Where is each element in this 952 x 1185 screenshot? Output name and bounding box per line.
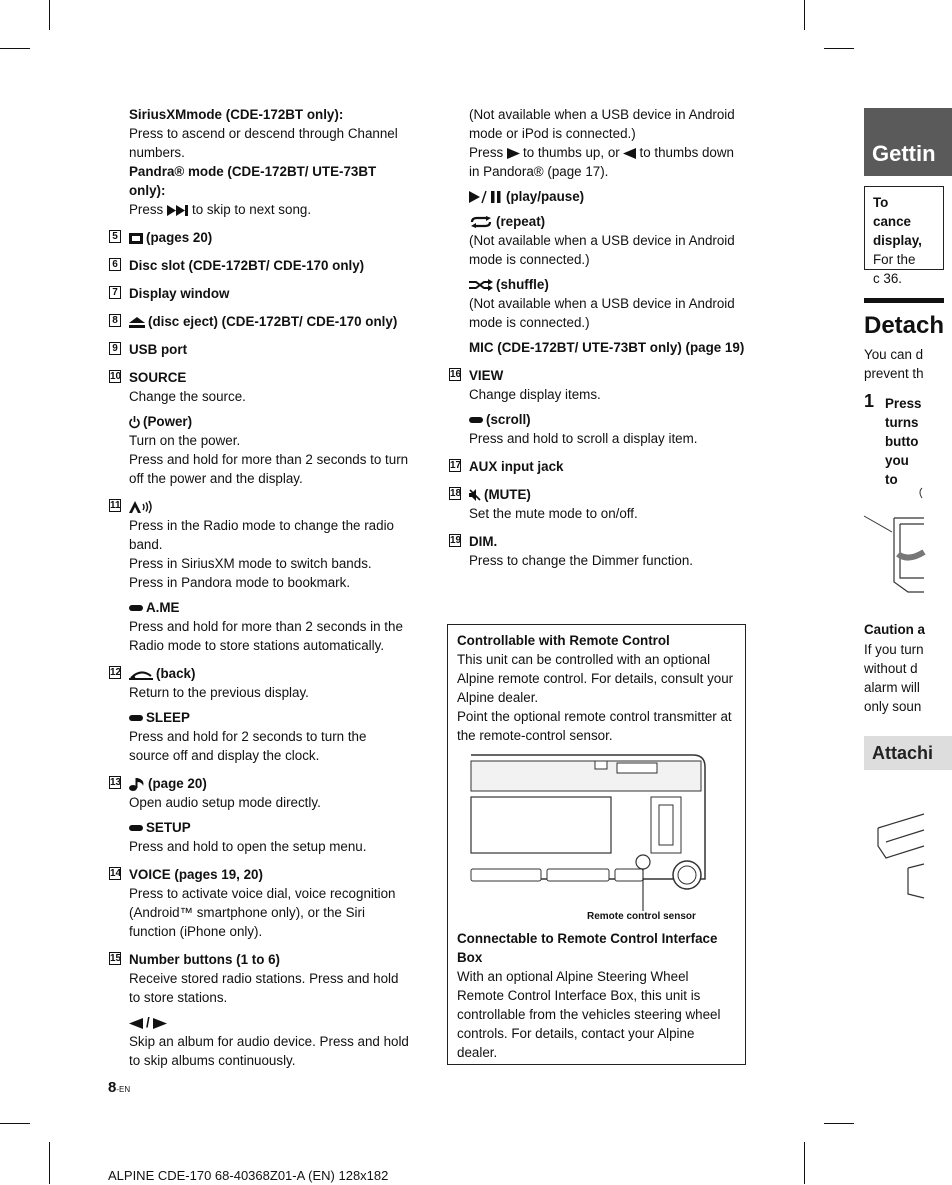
item-text: Open audio setup mode directly. (129, 795, 321, 810)
right-arrow-icon (153, 1018, 167, 1029)
box-text: Point the optional remote control transmitter at the remote-control sensor. (457, 709, 732, 743)
item-title: DIM. (469, 534, 498, 549)
item-number: 18 (450, 488, 462, 499)
left-column (110, 105, 409, 1070)
mic-title: MIC (CDE-172BT/ UTE-73BT only) (page 19) (469, 340, 745, 355)
crop-mark (824, 48, 854, 49)
mute-icon (469, 489, 481, 501)
caution-text: If you turn without d alarm will only soun (864, 642, 924, 714)
section-tab: Gettin (864, 108, 952, 176)
page-number: 8-EN (108, 1079, 131, 1096)
item-title: (disc eject) (CDE-172BT/ CDE-170 only) (148, 314, 398, 329)
item-number: 11 (110, 500, 121, 511)
thumbs-text: Press to thumbs up, or to thumbs down in Pandora® (page 17). (469, 145, 735, 179)
item-sub-title: (repeat) (496, 214, 546, 229)
power-icon (129, 416, 140, 428)
crop-mark (0, 1123, 30, 1124)
skip-forward-icon (167, 205, 189, 216)
crop-mark (0, 48, 30, 49)
item-number: 8 (109, 314, 121, 327)
press-hold-icon (469, 417, 483, 423)
item-sub-title: (Power) (143, 414, 193, 429)
item-number: 15 (110, 953, 122, 964)
right-column (450, 105, 747, 570)
cancel-box (864, 186, 944, 286)
item-sub-title: (play/pause) (506, 189, 585, 204)
cancel-title: To cance display, (873, 195, 922, 248)
item-text: Press to change the Dimmer function. (469, 553, 694, 568)
item-number: 13 (110, 777, 122, 788)
item-number: 12 (110, 667, 122, 678)
item-title: Display window (129, 286, 230, 301)
item-title: (pages 20) (146, 230, 213, 245)
left-arrow-icon (623, 148, 636, 159)
crop-mark (49, 0, 50, 30)
detach-text: You can d prevent th (864, 347, 924, 381)
attach-illustration (864, 812, 924, 904)
item-number: 5 (109, 230, 121, 243)
list-item (110, 865, 409, 941)
right-arrow-icon (507, 148, 520, 159)
box-text: This unit can be controlled with an optional Alpine remote control. For details, consult your Alpine dealer. (457, 652, 734, 705)
press-hold-icon (129, 605, 143, 611)
item-title: (page 20) (148, 776, 207, 791)
item-title: (MUTE) (484, 487, 531, 502)
box-heading: Controllable with Remote Control (457, 633, 670, 648)
item-sub-title: SETUP (146, 820, 191, 835)
item-text: Skip an album for audio device. Press and hold to skip albums continuously. (129, 1034, 409, 1068)
list-item (450, 457, 747, 476)
item-number: 10 (110, 371, 122, 382)
remote-control-box (447, 624, 746, 1065)
item-text: Press in Pandora mode to bookmark. (129, 575, 351, 590)
browse-icon (129, 233, 143, 244)
item-text: (Not available when a USB device in Android mode is connected.) (469, 233, 735, 267)
item-number: 19 (450, 535, 462, 546)
list-item (110, 664, 409, 765)
play-pause-icon (469, 191, 503, 203)
heading-rule (864, 298, 944, 303)
item-sub-title: (scroll) (486, 412, 531, 427)
shuffle-icon (469, 279, 493, 291)
box-heading: Connectable to Remote Control Interface Box (457, 931, 718, 965)
head-unit-illustration (457, 751, 736, 929)
item-sub-title: SLEEP (146, 710, 190, 725)
head-unit-image (457, 751, 737, 929)
item-title: USB port (129, 342, 188, 357)
item-text: Turn on the power. (129, 433, 241, 448)
crop-mark (804, 1142, 805, 1184)
back-icon (129, 668, 153, 680)
section-tab: Attachi (864, 736, 952, 770)
list-item (112, 228, 409, 247)
item-text: Receive stored radio stations. Press and hold to store stations. (129, 971, 399, 1005)
item-text: (Not available when a USB device in Android mode or iPod is connected.) (469, 107, 735, 141)
item-text: Press and hold for more than 2 seconds to turn off the power and the display. (129, 452, 409, 486)
item-text: Press and hold for 2 seconds to turn the source off and display the clock. (129, 729, 367, 763)
audio-setup-icon (129, 777, 145, 791)
item-sub-title: A.ME (146, 600, 180, 615)
item-text: (Not available when a USB device in Android mode is connected.) (469, 296, 735, 330)
list-item (450, 366, 747, 448)
pandora-mode-title: Pandra® mode (CDE-172BT/ UTE-73BT only): (129, 164, 377, 198)
item-text: Change the source. (129, 389, 246, 404)
item-number: 14 (110, 868, 122, 879)
repeat-icon (469, 216, 493, 228)
item-number: 17 (450, 460, 462, 471)
crop-mark (49, 1142, 50, 1184)
list-item (110, 497, 409, 655)
item-number: 7 (109, 286, 121, 299)
caution-title: Caution a (864, 622, 926, 637)
cancel-text: For the c 36. (873, 252, 916, 286)
list-item (110, 774, 409, 856)
list-item (110, 368, 409, 488)
press-hold-icon (129, 715, 143, 721)
list-item (110, 950, 409, 1070)
next-page-edge (864, 0, 945, 1184)
item-text: Press and hold to open the setup menu. (129, 839, 367, 854)
item-title: VOICE (pages 19, 20) (129, 867, 263, 882)
item-title: (back) (156, 666, 196, 681)
item-sub-title: / (146, 1015, 150, 1030)
item-text: Press and hold for more than 2 seconds in the Radio mode to store stations automatically. (129, 619, 403, 653)
band-icon (129, 501, 153, 513)
item-text: Set the mute mode to on/off. (469, 506, 638, 521)
siriusxm-mode-text: Press to ascend or descend through Channel numbers. (129, 126, 398, 160)
eject-icon (129, 317, 145, 328)
list-item (450, 485, 747, 523)
print-line: ALPINE CDE-170 68-40368Z01-A (EN) 128x182 (108, 1168, 389, 1183)
item-text: Press to activate voice dial, voice recognition (Android™ smartphone only), or the Siri function (iPhone only). (129, 886, 396, 939)
list-item (112, 256, 409, 275)
item-title: Disc slot (CDE-172BT/ CDE-170 only) (129, 258, 365, 273)
crop-mark (804, 0, 805, 30)
crop-mark (824, 1123, 854, 1124)
list-item (112, 312, 409, 331)
item-number: 16 (450, 369, 462, 380)
detach-heading: Detach (864, 312, 945, 339)
item-title: Number buttons (1 to 6) (129, 952, 281, 967)
item-text: Change display items. (469, 387, 601, 402)
item-sub-title: (shuffle) (496, 277, 549, 292)
item-number: 9 (109, 342, 121, 355)
step-text: Press turns butto you to (885, 396, 922, 487)
pandora-mode-text: Press to skip to next song. (129, 202, 312, 217)
list-item (450, 532, 747, 570)
list-item (112, 340, 409, 359)
item-text: Press in SiriusXM mode to switch bands. (129, 556, 372, 571)
item-text: Return to the previous display. (129, 685, 309, 700)
item-text: Press in the Radio mode to change the radio band. (129, 518, 395, 552)
item-number: 6 (109, 258, 121, 271)
press-hold-icon (129, 825, 143, 831)
sensor-label: Remote control sensor (587, 911, 696, 922)
box-text: With an optional Alpine Steering Wheel Remote Control Interface Box, this unit is controllable from the vehicles steering wheel controls. For details, contact your Alpine dealer. (457, 969, 721, 1060)
list-item (112, 284, 409, 303)
item-title: SOURCE (129, 370, 187, 385)
left-arrow-icon (129, 1018, 143, 1029)
item-title: AUX input jack (469, 459, 564, 474)
detach-illustration (864, 482, 924, 612)
item-title: VIEW (469, 368, 504, 383)
step-number: 1 (864, 391, 875, 411)
item-text: Press and hold to scroll a display item. (469, 431, 698, 446)
siriusxm-mode-title: SiriusXMmode (CDE-172BT only): (129, 107, 344, 122)
